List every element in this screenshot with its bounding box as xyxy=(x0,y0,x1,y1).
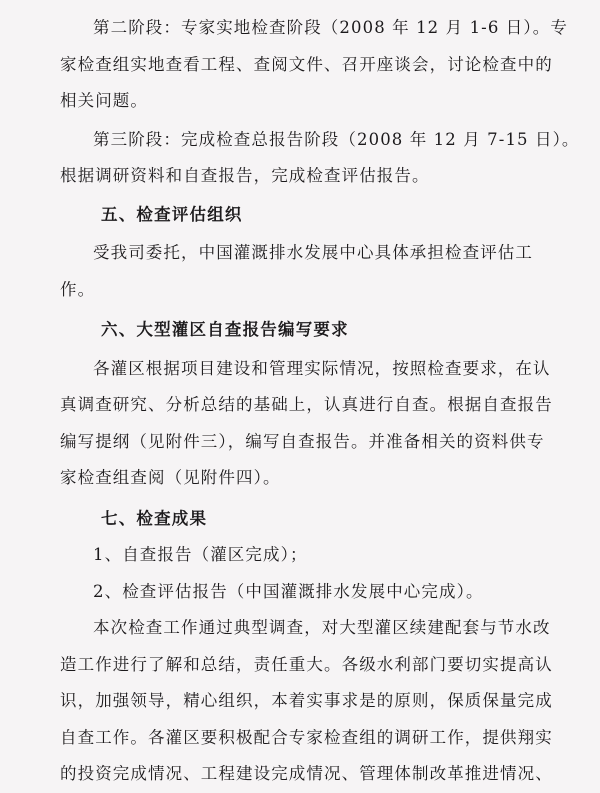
text-line: 真调查研究、分析总结的基础上，认真进行自查。根据自查报告 xyxy=(60,395,553,414)
text-line: 自查工作。各灌区要积极配合专家检查组的调研工作，提供翔实 xyxy=(60,727,553,747)
text-line: 受我司委托，中国灌溉排水发展中心具体承担检查评估工 xyxy=(93,243,533,262)
list-item: 1、自查报告（灌区完成）； xyxy=(93,545,308,564)
text-line: 各灌区根据项目建设和管理实际情况，按照检查要求，在认 xyxy=(93,358,551,378)
text-line: 相关问题。 xyxy=(60,91,148,110)
text-line: 造工作进行了解和总结，责任重大。各级水利部门要切实提高认 xyxy=(60,654,553,674)
text-line: 作。 xyxy=(60,279,96,299)
paragraph-requirements xyxy=(60,351,562,497)
paragraph-result-2 xyxy=(60,574,562,611)
section-heading-6: 六、大型灌区自查报告编写要求 xyxy=(101,320,349,339)
paragraph-stage-three xyxy=(60,122,580,195)
paragraph-organization xyxy=(60,235,562,308)
text-line: 编写提纲（见附件三），编写自查报告。并准备相关的资料供专 xyxy=(60,431,545,451)
text-line: 第三阶段：完成检查总报告阶段（2008 年 12 月 7-15 日）。 xyxy=(93,129,580,149)
section-heading-5: 五、检查评估组织 xyxy=(101,204,243,224)
text-line: 第二阶段：专家实地检查阶段（2008 年 12 月 1-6 日）。专 xyxy=(93,18,568,37)
text-line: 的投资完成情况、工程建设完成情况、管理体制改革推进情况、 xyxy=(60,764,553,783)
text-line: 本次检查工作通过典型调查，对大型灌区续建配套与节水改 xyxy=(93,618,551,637)
paragraph-stage-two xyxy=(60,10,568,120)
text-line: 家检查组查阅（见附件四）。 xyxy=(60,468,281,487)
list-item: 2、检查评估报告（中国灌溉排水发展中心完成）。 xyxy=(93,581,484,601)
section-heading-7: 七、检查成果 xyxy=(101,508,208,528)
text-line: 根据调研资料和自查报告，完成检查评估报告。 xyxy=(60,166,430,185)
paragraph-result-1 xyxy=(60,537,562,574)
text-line: 家检查组实地查看工程、查阅文件、召开座谈会，讨论检查中的 xyxy=(60,54,553,74)
text-line: 识，加强领导，精心组织，本着实事求是的原则，保质保量完成 xyxy=(60,691,553,710)
paragraph-closing xyxy=(60,610,562,793)
